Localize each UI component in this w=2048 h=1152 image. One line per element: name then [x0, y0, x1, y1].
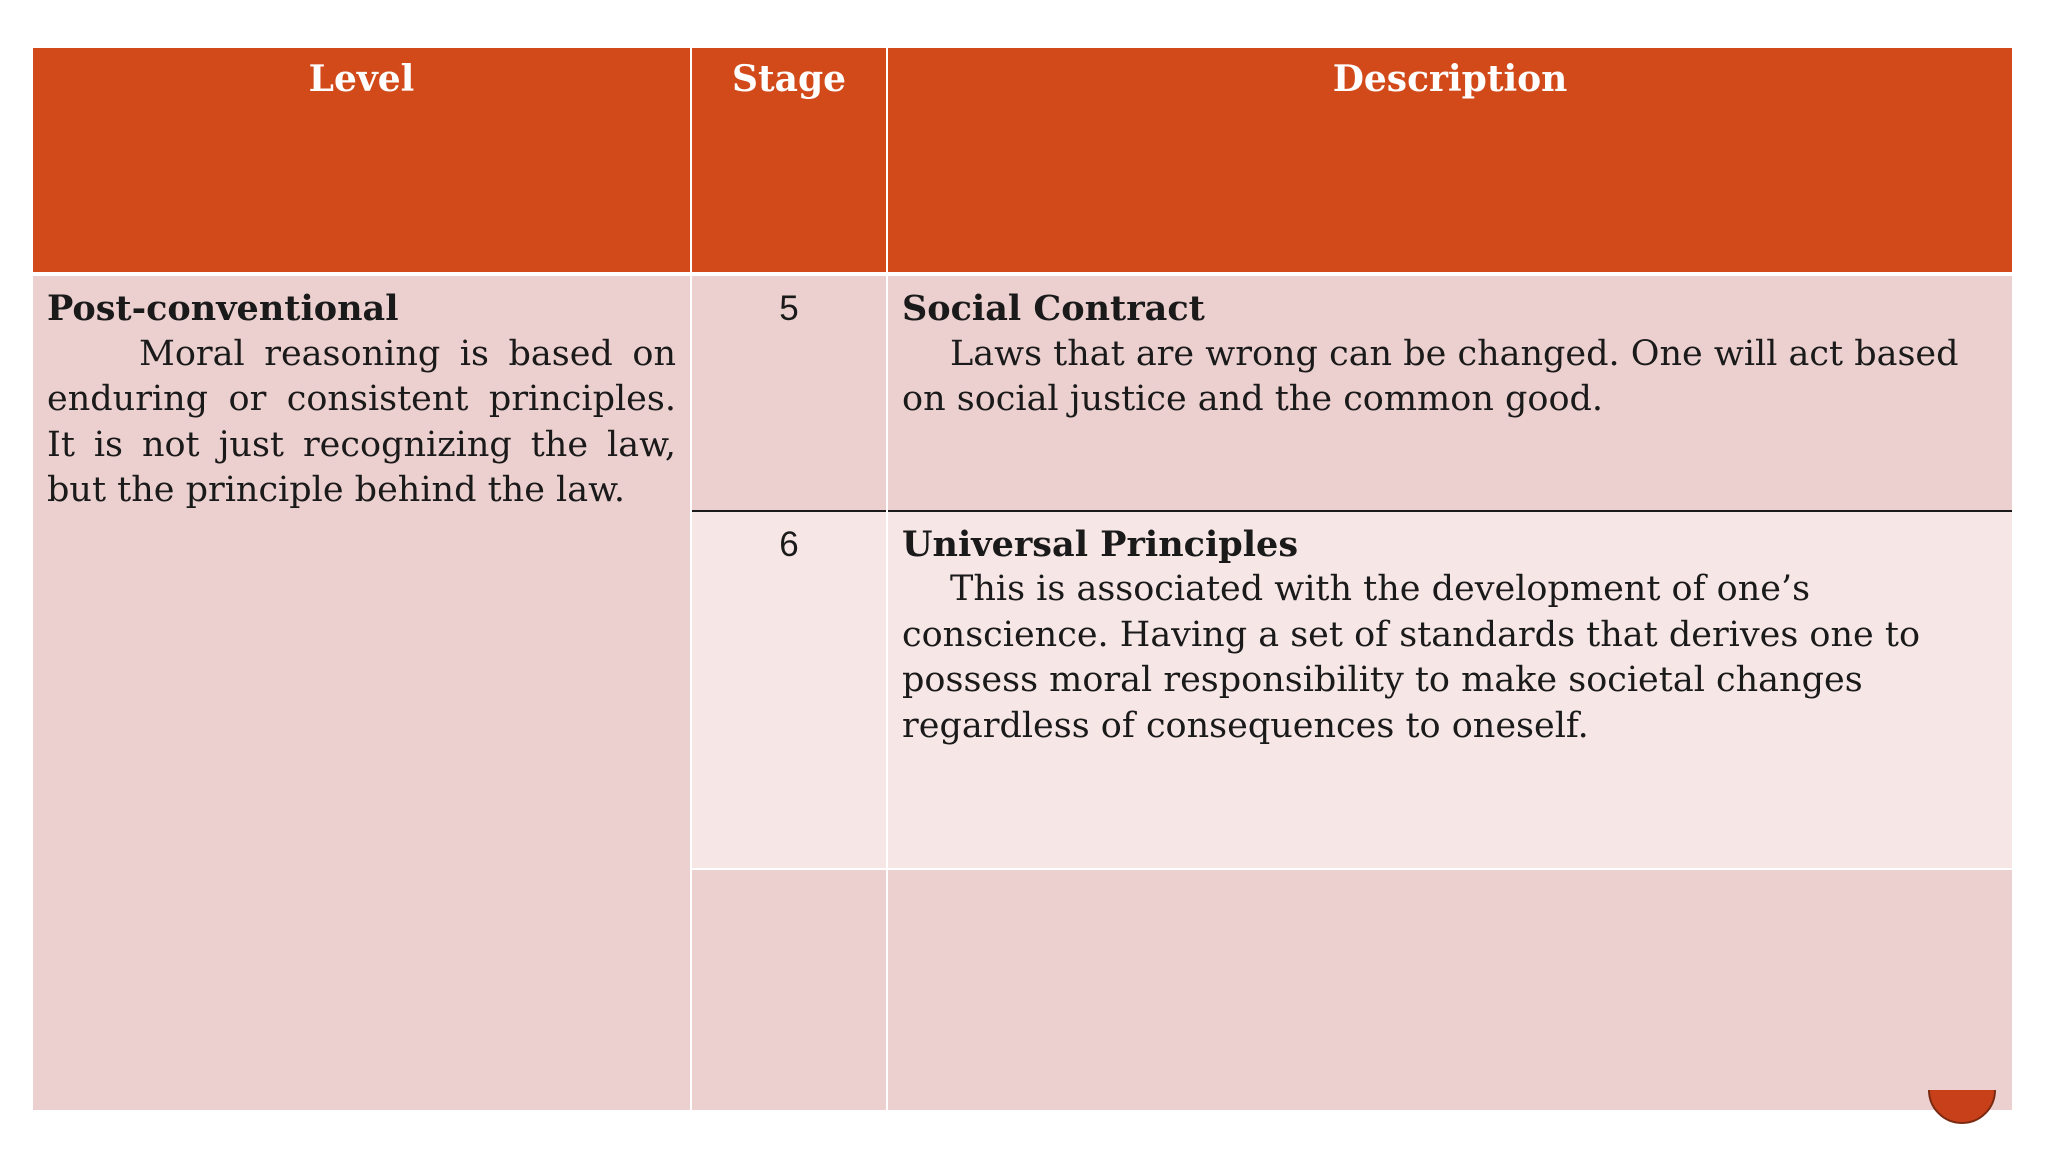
header-level: Level	[33, 48, 691, 274]
stage-number: 5	[691, 274, 887, 511]
level-cell	[33, 274, 691, 1110]
level-description: Moral reasoning is based on enduring or consistent principles. It is not just recognizing the law, but the principle behind the law.	[47, 333, 676, 510]
empty-description-cell	[887, 869, 2012, 1110]
badge-circle-icon	[1928, 1090, 1996, 1124]
table-row	[33, 274, 2012, 511]
header-stage: Stage	[691, 48, 887, 274]
stage-title: Social Contract	[902, 288, 1205, 329]
stage-description: Laws that are wrong can be changed. One will act based on social justice and the common good.	[902, 333, 1959, 419]
table-header-row	[33, 48, 2012, 274]
stage-number: 6	[691, 511, 887, 870]
stage-description: This is associated with the development of one’s conscience. Having a set of standards that derives one to possess moral responsibility to make societal changes regardless of consequences to oneself.	[902, 569, 1921, 746]
kohlberg-stages-table	[33, 48, 2012, 1110]
empty-stage-cell	[691, 869, 887, 1110]
level-title: Post-conventional	[47, 288, 399, 329]
stage-title: Universal Principles	[902, 523, 1299, 565]
slide-number-badge	[1928, 1090, 2000, 1130]
stage-description-cell	[887, 274, 2012, 511]
stage-description-cell	[887, 511, 2012, 870]
header-description: Description	[887, 48, 2012, 274]
